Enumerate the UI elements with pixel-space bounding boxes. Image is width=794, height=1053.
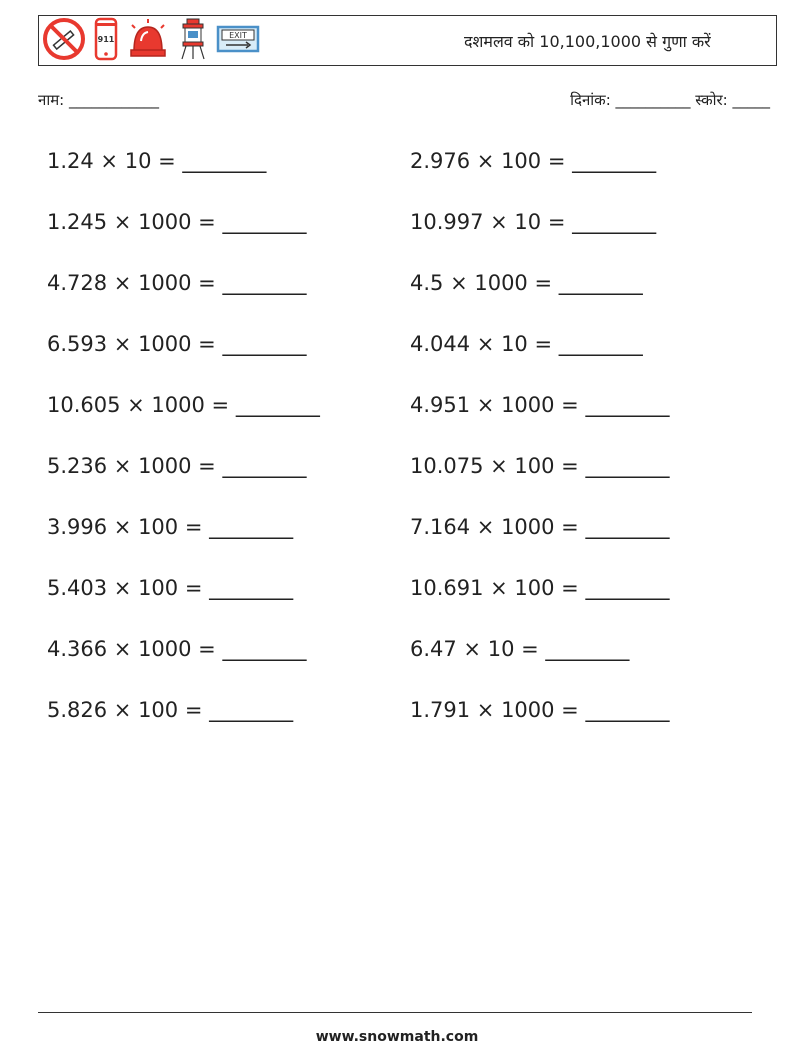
date-score-field: दिनांक: __________ स्कोर: _____ [570, 91, 770, 109]
problem-item: 1.245 × 1000 = ________ [47, 210, 307, 234]
problem-item: 4.044 × 10 = ________ [410, 332, 643, 356]
exit-sign-icon [216, 17, 260, 65]
problem-item: 5.403 × 100 = ________ [47, 576, 294, 600]
problem-item: 6.593 × 1000 = ________ [47, 332, 307, 356]
name-field: नाम: ____________ [38, 91, 160, 109]
problem-item: 7.164 × 1000 = ________ [410, 515, 670, 539]
problem-item: 4.728 × 1000 = ________ [47, 271, 307, 295]
exit-sign-text: EXIT [229, 31, 247, 40]
problem-item: 6.47 × 10 = ________ [410, 637, 630, 661]
worksheet-title: दशमलव को 10,100,1000 से गुणा करें [464, 32, 711, 51]
problem-item: 3.996 × 100 = ________ [47, 515, 294, 539]
problem-item: 10.075 × 100 = ________ [410, 454, 670, 478]
header-icons [42, 19, 260, 63]
problem-item: 2.976 × 100 = ________ [410, 149, 657, 173]
fire-hydrant-icon [178, 17, 208, 65]
problem-item: 5.236 × 1000 = ________ [47, 454, 307, 478]
problem-item: 10.997 × 10 = ________ [410, 210, 657, 234]
problem-item: 10.605 × 1000 = ________ [47, 393, 320, 417]
problem-item: 10.691 × 100 = ________ [410, 576, 670, 600]
no-smoking-icon [42, 17, 86, 65]
problem-item: 4.366 × 1000 = ________ [47, 637, 307, 661]
worksheet-header [38, 15, 777, 66]
problem-item: 4.5 × 1000 = ________ [410, 271, 643, 295]
problem-item: 4.951 × 1000 = ________ [410, 393, 670, 417]
footer-url: www.snowmath.com [315, 1029, 479, 1045]
phone-911-icon [94, 17, 118, 65]
siren-icon [126, 17, 170, 65]
phone-911-text: 911 [97, 35, 115, 44]
problem-item: 1.24 × 10 = ________ [47, 149, 267, 173]
problem-item: 1.791 × 1000 = ________ [410, 698, 670, 722]
footer-divider [38, 1012, 752, 1013]
problem-item: 5.826 × 100 = ________ [47, 698, 294, 722]
